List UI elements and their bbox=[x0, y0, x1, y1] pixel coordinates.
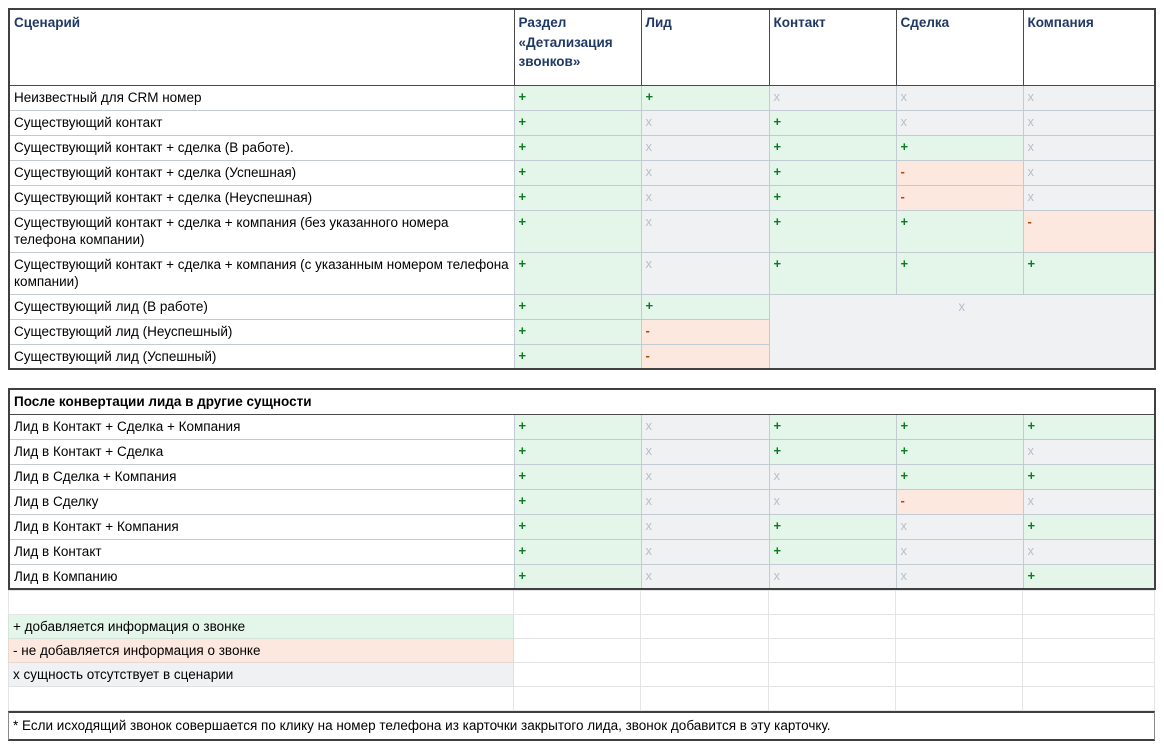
value-cell: + bbox=[514, 185, 641, 210]
value-cell: - bbox=[896, 489, 1023, 514]
value-cell: + bbox=[514, 564, 641, 589]
value-cell: x bbox=[896, 110, 1023, 135]
value-cell: x bbox=[641, 564, 769, 589]
empty-grid-row bbox=[9, 591, 1155, 615]
value-cell: + bbox=[1023, 564, 1155, 589]
table-row bbox=[9, 514, 1155, 539]
scenario-label: Лид в Контакт + Компания bbox=[9, 514, 514, 539]
value-cell: x bbox=[896, 539, 1023, 564]
value-cell: + bbox=[769, 185, 896, 210]
value-cell: x bbox=[1023, 185, 1155, 210]
value-cell: x bbox=[1023, 539, 1155, 564]
value-cell: + bbox=[1023, 464, 1155, 489]
column-header-company: Компания bbox=[1023, 9, 1155, 85]
value-cell: x bbox=[641, 160, 769, 185]
scenario-label: Существующий лид (В работе) bbox=[9, 294, 514, 319]
value-cell: + bbox=[514, 319, 641, 344]
table-gap bbox=[8, 370, 1164, 388]
table-row bbox=[9, 85, 1155, 110]
value-cell: - bbox=[896, 160, 1023, 185]
scenario-matrix-table bbox=[8, 8, 1156, 370]
conversion-table-body bbox=[9, 414, 1155, 589]
value-cell: + bbox=[1023, 414, 1155, 439]
value-cell: + bbox=[514, 464, 641, 489]
scenario-label: Существующий лид (Неуспешный) bbox=[9, 319, 514, 344]
value-cell: + bbox=[769, 210, 896, 252]
value-cell: - bbox=[641, 344, 769, 369]
value-cell: + bbox=[514, 85, 641, 110]
table-row bbox=[9, 464, 1155, 489]
legend-absent: x сущность отсутствует в сценарии bbox=[9, 663, 514, 687]
value-cell: x bbox=[1023, 85, 1155, 110]
scenario-label: Лид в Компанию bbox=[9, 564, 514, 589]
value-cell: + bbox=[769, 110, 896, 135]
table-row bbox=[9, 439, 1155, 464]
value-cell: x bbox=[769, 489, 896, 514]
value-cell: x bbox=[641, 464, 769, 489]
value-cell: + bbox=[769, 252, 896, 294]
value-cell: x bbox=[641, 439, 769, 464]
value-cell: + bbox=[1023, 514, 1155, 539]
value-cell: x bbox=[896, 514, 1023, 539]
value-cell: + bbox=[769, 160, 896, 185]
value-cell: + bbox=[514, 414, 641, 439]
empty-grid-row bbox=[9, 687, 1155, 711]
value-cell: x bbox=[641, 414, 769, 439]
legend-table bbox=[8, 590, 1155, 711]
scenario-label: Существующий контакт + сделка + компания (без указанного номера телефона компании) bbox=[9, 210, 514, 252]
value-cell: x bbox=[641, 185, 769, 210]
scenario-label: Лид в Сделка + Компания bbox=[9, 464, 514, 489]
table-row bbox=[9, 185, 1155, 210]
footnote: * Если исходящий звонок совершается по клику на номер телефона из карточки закрытого лида, звонок добавится в эту карточку. bbox=[8, 711, 1155, 741]
value-cell: + bbox=[896, 464, 1023, 489]
value-cell: + bbox=[514, 344, 641, 369]
scenario-label: Лид в Контакт + Сделка + Компания bbox=[9, 414, 514, 439]
table-row bbox=[9, 414, 1155, 439]
scenario-label: Лид в Контакт bbox=[9, 539, 514, 564]
value-cell: + bbox=[769, 539, 896, 564]
legend-plus: + добавляется информация о звонке bbox=[9, 615, 514, 639]
value-cell: + bbox=[896, 135, 1023, 160]
value-cell: x bbox=[641, 210, 769, 252]
value-cell: + bbox=[641, 294, 769, 319]
value-cell: + bbox=[769, 514, 896, 539]
scenario-label: Существующий контакт + сделка (В работе). bbox=[9, 135, 514, 160]
scenario-label: Неизвестный для CRM номер bbox=[9, 85, 514, 110]
legend-minus: - не добавляется информация о звонке bbox=[9, 639, 514, 663]
value-cell: x bbox=[1023, 439, 1155, 464]
value-cell: x bbox=[641, 539, 769, 564]
scenario-label: Лид в Контакт + Сделка bbox=[9, 439, 514, 464]
column-header-lead: Лид bbox=[641, 9, 769, 85]
value-cell: + bbox=[641, 85, 769, 110]
value-cell: + bbox=[514, 294, 641, 319]
legend-row-minus bbox=[9, 639, 1155, 663]
value-cell: + bbox=[896, 439, 1023, 464]
scenario-label: Существующий лид (Успешный) bbox=[9, 344, 514, 369]
value-cell: + bbox=[769, 414, 896, 439]
value-cell: x bbox=[641, 110, 769, 135]
table-row bbox=[9, 110, 1155, 135]
value-cell: + bbox=[514, 110, 641, 135]
value-cell: x bbox=[769, 464, 896, 489]
column-header-scenario: Сценарий bbox=[9, 9, 514, 85]
section-title-row bbox=[9, 389, 1155, 414]
scenario-label: Существующий контакт bbox=[9, 110, 514, 135]
value-cell: + bbox=[514, 252, 641, 294]
scenario-label: Существующий контакт + сделка (Успешная) bbox=[9, 160, 514, 185]
value-cell: x bbox=[1023, 110, 1155, 135]
value-cell: x bbox=[769, 85, 896, 110]
value-cell: x bbox=[1023, 135, 1155, 160]
value-cell: + bbox=[896, 252, 1023, 294]
table-row bbox=[9, 135, 1155, 160]
value-cell: + bbox=[514, 135, 641, 160]
value-cell: + bbox=[896, 210, 1023, 252]
value-cell: + bbox=[514, 210, 641, 252]
value-cell: x bbox=[641, 135, 769, 160]
value-cell: x bbox=[896, 85, 1023, 110]
value-cell: x bbox=[641, 489, 769, 514]
value-cell: + bbox=[514, 514, 641, 539]
table-row bbox=[9, 539, 1155, 564]
value-cell: x bbox=[641, 252, 769, 294]
column-header-call-details: Раздел «Детализация звонков» bbox=[514, 9, 641, 85]
table-row bbox=[9, 252, 1155, 294]
legend-row-plus bbox=[9, 615, 1155, 639]
scenario-matrix-body bbox=[9, 85, 1155, 369]
table-row bbox=[9, 210, 1155, 252]
scenario-label: Существующий контакт + сделка (Неуспешная) bbox=[9, 185, 514, 210]
table-row bbox=[9, 294, 1155, 319]
value-cell: + bbox=[896, 414, 1023, 439]
value-cell: - bbox=[641, 319, 769, 344]
value-cell: - bbox=[896, 185, 1023, 210]
value-cell: - bbox=[1023, 210, 1155, 252]
conversion-table bbox=[8, 388, 1156, 590]
value-cell: + bbox=[514, 160, 641, 185]
column-header-contact: Контакт bbox=[769, 9, 896, 85]
column-header-deal: Сделка bbox=[896, 9, 1023, 85]
value-cell: x bbox=[1023, 489, 1155, 514]
value-cell: + bbox=[769, 439, 896, 464]
table-row bbox=[9, 489, 1155, 514]
value-cell: + bbox=[514, 439, 641, 464]
section-title: После конвертации лида в другие сущности bbox=[9, 389, 1155, 414]
table-row bbox=[9, 160, 1155, 185]
value-cell: x bbox=[1023, 160, 1155, 185]
legend-row-absent bbox=[9, 663, 1155, 687]
header-row bbox=[9, 9, 1155, 85]
table-row bbox=[9, 564, 1155, 589]
value-cell: + bbox=[514, 539, 641, 564]
value-cell: + bbox=[514, 489, 641, 514]
value-cell: x bbox=[769, 564, 896, 589]
value-cell: x bbox=[896, 564, 1023, 589]
scenario-label: Существующий контакт + сделка + компания (с указанным номером телефона компании) bbox=[9, 252, 514, 294]
value-cell: x bbox=[641, 514, 769, 539]
value-cell: + bbox=[769, 135, 896, 160]
value-cell: + bbox=[1023, 252, 1155, 294]
scenario-label: Лид в Сделку bbox=[9, 489, 514, 514]
merged-absent-cell: x bbox=[769, 294, 1155, 369]
